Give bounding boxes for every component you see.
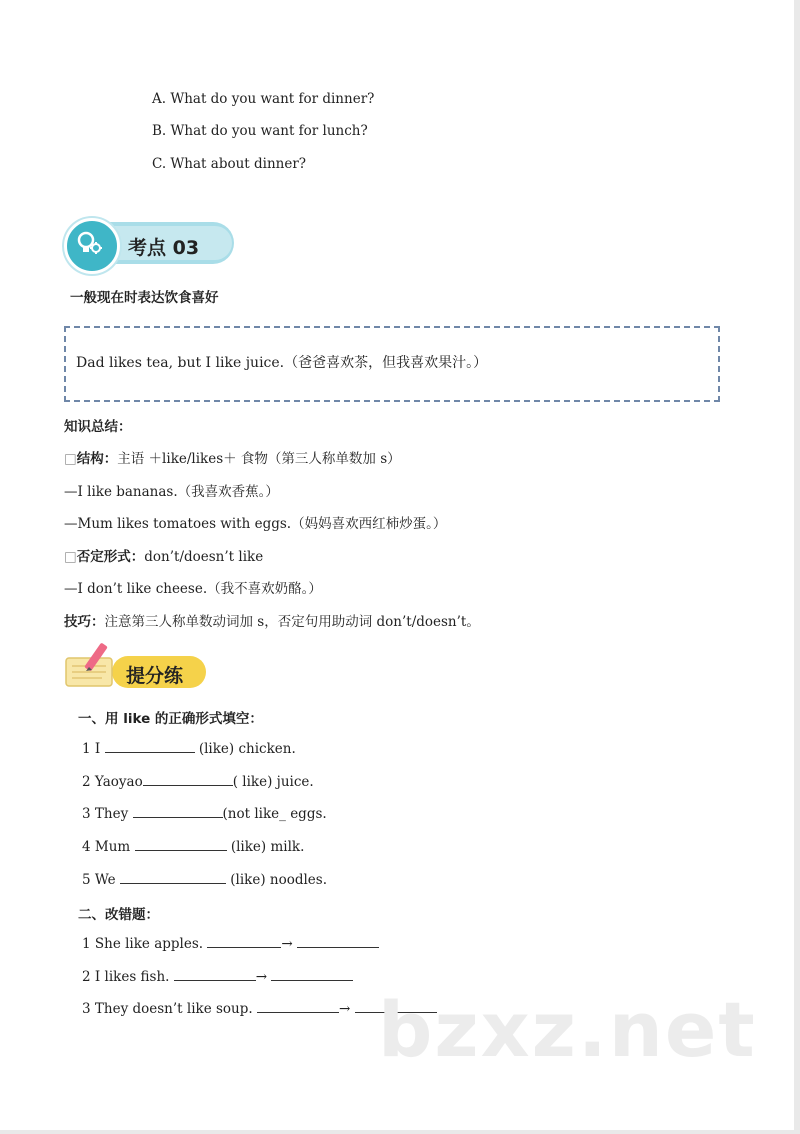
- structure-label: 结构：: [76, 451, 118, 467]
- item-subject: Mum: [94, 839, 131, 855]
- practice-label: 提分练: [126, 665, 184, 687]
- item-subject: We: [94, 872, 116, 888]
- example-sentence: Dad likes tea, but I like juice.（爸爸喜欢茶，但我喜欢果汁。）: [76, 355, 488, 371]
- answer-blank[interactable]: [207, 935, 281, 948]
- item-hint: (like): [230, 872, 266, 888]
- item-tail: chicken.: [238, 741, 296, 757]
- option-c: C. What about dinner?: [152, 156, 307, 172]
- fill-item: [82, 838, 304, 855]
- summary-title: 知识总结：: [64, 419, 132, 435]
- fill-item: [82, 871, 327, 888]
- page-edge: [0, 1130, 800, 1134]
- item-tail: juice.: [276, 774, 314, 790]
- item-text: She like apples.: [94, 936, 204, 952]
- item-tail: noodles.: [269, 872, 328, 888]
- item-tail: eggs.: [290, 806, 327, 822]
- item-hint: ( like): [232, 774, 273, 790]
- correction-item: [82, 968, 353, 985]
- item-number: 1: [82, 936, 91, 952]
- answer-blank[interactable]: [105, 740, 195, 753]
- watermark: bzxz.net: [378, 985, 757, 1074]
- fill-item: [82, 740, 296, 757]
- item-tail: milk.: [270, 839, 305, 855]
- answer-blank[interactable]: [297, 935, 379, 948]
- item-subject: They: [94, 806, 129, 822]
- item-hint: (like): [230, 839, 267, 855]
- option-a: A. What do you want for dinner?: [152, 91, 375, 107]
- arrow-icon: →: [255, 969, 268, 985]
- negative-label: 否定形式：: [76, 549, 145, 565]
- item-number: 2: [82, 774, 91, 790]
- answer-blank[interactable]: [271, 968, 353, 981]
- item-number: 3: [82, 806, 91, 822]
- item-text: They doesn’t like soup.: [94, 1001, 253, 1017]
- answer-blank[interactable]: [120, 871, 226, 884]
- answer-blank[interactable]: [257, 1000, 339, 1013]
- answer-blank[interactable]: [143, 773, 233, 786]
- fill-item: [82, 805, 327, 822]
- fill-item: [82, 773, 314, 790]
- page-edge: [794, 0, 800, 1134]
- item-subject: I: [94, 741, 101, 757]
- notepad-pencil-icon: [62, 640, 124, 692]
- lightbulb-gear-icon: [64, 218, 120, 274]
- answer-blank[interactable]: [133, 805, 223, 818]
- item-number: 5: [82, 872, 91, 888]
- section-heading: 一般现在时表达饮食喜好: [70, 290, 219, 306]
- item-text: I likes fish.: [94, 969, 170, 985]
- negative-line: [64, 545, 263, 565]
- item-number: 3: [82, 1001, 91, 1017]
- arrow-icon: →: [281, 936, 293, 952]
- checkbox-marker: □: [64, 549, 77, 565]
- item-hint: (like): [198, 741, 235, 757]
- answer-blank[interactable]: [135, 838, 227, 851]
- checkbox-marker: □: [64, 451, 77, 467]
- tip-text: 注意第三人称单数动词加 s，否定句用助动词 don’t/doesn’t。: [104, 614, 480, 630]
- structure-text: 主语 ＋like/likes＋ 食物（第三人称单数加 s）: [117, 451, 401, 467]
- item-number: 2: [82, 969, 91, 985]
- option-b: B. What do you want for lunch?: [152, 123, 368, 139]
- part1-title: 一、用 like 的正确形式填空：: [78, 711, 263, 727]
- example-line: —I don’t like cheese.（我不喜欢奶酪。）: [64, 581, 322, 597]
- correction-item: [82, 935, 379, 952]
- answer-blank[interactable]: [174, 968, 256, 981]
- tip-line: [64, 610, 480, 630]
- item-hint: (not like_: [222, 806, 286, 822]
- negative-text: don’t/doesn’t like: [144, 549, 264, 565]
- structure-line: [64, 447, 401, 467]
- item-subject: Yaoyao: [94, 774, 143, 790]
- item-number: 4: [82, 839, 91, 855]
- example-line: —Mum likes tomatoes with eggs.（妈妈喜欢西红柿炒蛋。）: [64, 516, 447, 532]
- part2-title: 二、改错题：: [78, 907, 159, 923]
- arrow-icon: →: [338, 1001, 351, 1017]
- section-label: 考点 03: [128, 237, 200, 259]
- example-line: —I like bananas.（我喜欢香蕉。）: [64, 484, 279, 500]
- tip-label: 技巧：: [64, 614, 105, 630]
- item-number: 1: [82, 741, 91, 757]
